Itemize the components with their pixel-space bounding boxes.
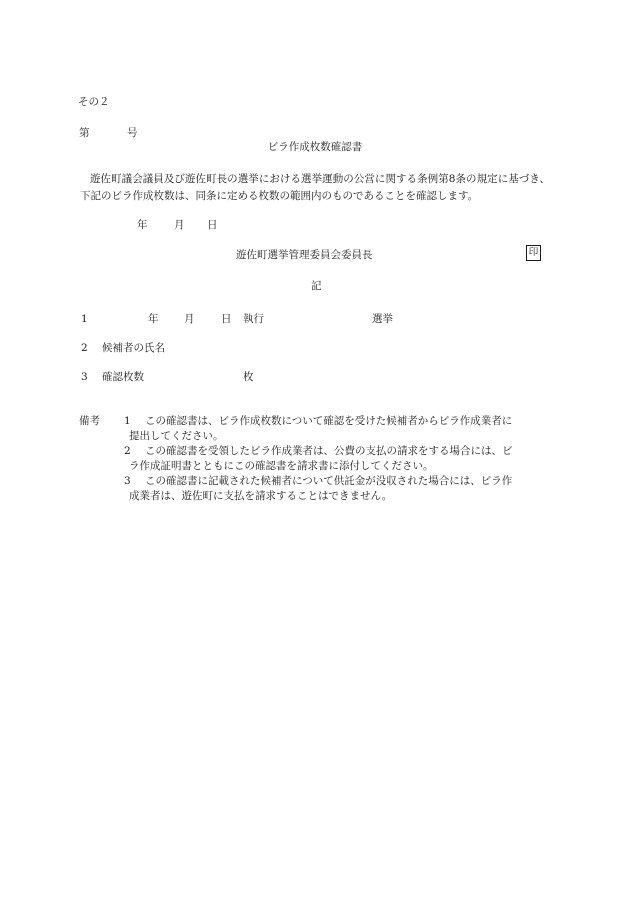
remark-2-number: 2 [124, 445, 131, 457]
remark-3-number: 3 [124, 475, 131, 487]
remark-note-1 [124, 414, 552, 444]
document-title-text: ビラ作成枚数確認書 [267, 141, 363, 153]
form-label: その２ [78, 96, 110, 108]
remark-1-line-1: この確認書は、ビラ作成枚数について確認を受けた候補者からビラ作成業者に [145, 415, 513, 427]
document-title [0, 140, 630, 154]
doc-number-suffix: 号 [127, 127, 138, 139]
item-1-number: 1 [81, 313, 88, 325]
remark-2-line-2: ラ作成証明書とともにこの確認書を請求書に添付してください。 [129, 460, 434, 473]
remark-1-line-2: 提出してください。 [129, 430, 224, 443]
item-1-day: 日 [221, 313, 232, 325]
remarks-heading: 備考 [79, 415, 100, 427]
item-3-unit: 枚 [243, 371, 254, 383]
remark-note-2 [124, 444, 552, 474]
ki-heading: 記 [311, 280, 322, 292]
remark-3-line-2: 成業者は、遊佐町に支払を請求することはできません。 [129, 490, 393, 503]
body-paragraph: 遊佐町議会議員及び遊佐町長の選挙における選挙運動の公営に関する条例第8条の規定に基づき、下記のビラ作成枚数は、同条に定める枚数の範囲内のものであることを確認します。 [80, 173, 550, 202]
item-2-number: 2 [81, 342, 88, 354]
remark-3-line-1: この確認書に記載された候補者について供託金が没収された場合には、ビラ作 [145, 475, 513, 487]
item-2-label: 候補者の氏名 [102, 342, 165, 354]
item-3-label: 確認枚数 [102, 371, 144, 383]
item-3-number: 3 [81, 371, 88, 383]
remark-2-line-1: この確認書を受領したビラ作成業者は、公費の支払の請求をする場合には、ビ [145, 445, 513, 457]
signer-title: 遊佐町選挙管理委員会委員長 [236, 249, 373, 261]
date-year: 年 [137, 219, 148, 231]
remark-note-3 [124, 474, 552, 504]
date-day: 日 [207, 219, 218, 231]
date-month: 月 [174, 219, 185, 231]
remark-1-number: 1 [124, 415, 131, 427]
item-1-month: 月 [184, 313, 195, 325]
item-1-election: 選挙 [372, 313, 393, 325]
doc-number-prefix: 第 [79, 127, 90, 139]
item-1-year: 年 [148, 313, 159, 325]
seal-mark: 印 [526, 245, 541, 261]
item-1-executed: 執行 [243, 313, 264, 325]
